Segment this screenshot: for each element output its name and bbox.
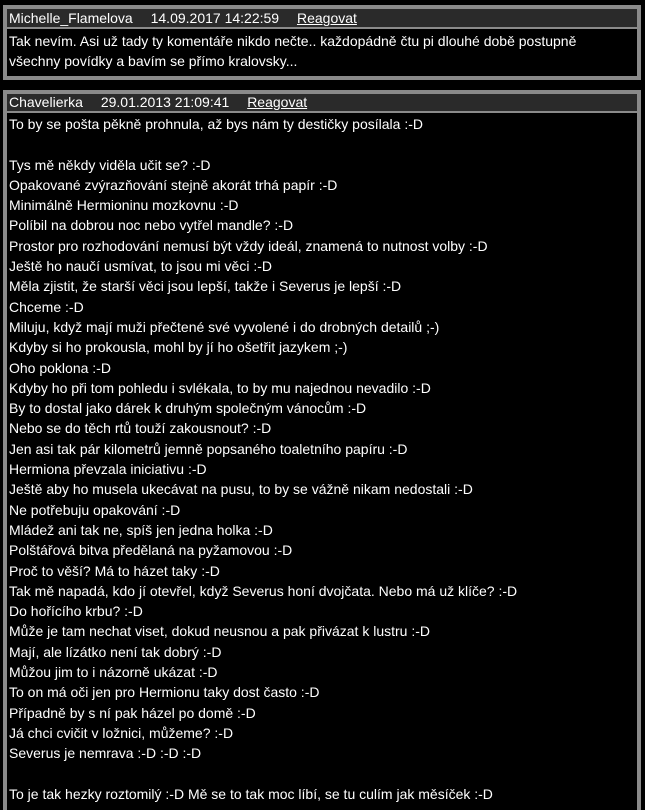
comment <box>3 90 641 810</box>
comment-line: Jen asi tak pár kilometrů jemně popsaného toaletního papíru :-D <box>9 440 408 457</box>
comment-line: Severus je nemrava :-D :-D :-D <box>9 745 202 762</box>
comment-line: Chceme :-D <box>9 298 84 315</box>
comment-line: Prostor pro rozhodování nemusí být vždy ideál, znamená to nutnost volby :-D <box>9 237 488 254</box>
comment-line: Proč to věší? Má to házet taky :-D <box>9 562 220 579</box>
comment-line <box>9 134 637 154</box>
comment-line: Ne potřebuju opakování :-D <box>9 501 181 518</box>
comment-line: Ještě aby ho musela ukecávat na pusu, to by se vážně nikam nedostali :-D <box>9 481 473 498</box>
comment-line: Minimálně Hermioninu mozkovnu :-D <box>9 197 239 214</box>
comment-line: Můžou jim to i názorně ukázat :-D <box>9 664 218 681</box>
comment-line: Já chci cvičit v ložnici, můžeme? :-D <box>9 724 234 741</box>
comment-author: Chavelierka <box>9 94 83 110</box>
comment-body <box>7 29 637 76</box>
comment-date: 29.01.2013 21:09:41 <box>100 94 230 110</box>
comment-line: Oho poklona :-D <box>9 359 111 376</box>
reply-link[interactable]: Reagovat <box>296 10 357 26</box>
comment-line: By to dostal jako dárek k druhým společným vánocům :-D <box>9 400 367 417</box>
comment-line: Polštářová bitva předělaná na pyžamovou :-D <box>9 542 293 559</box>
comment-line: Mládež ani tak ne, spíš jen jedna holka :-D <box>9 521 273 538</box>
comment <box>3 5 641 80</box>
comment-line: Hermiona převzala iniciativu :-D <box>9 461 207 478</box>
comment-body <box>7 113 637 804</box>
comment-line: všechny povídky a bavím se přímo kralovsky... <box>9 53 298 70</box>
comment-line: Tak mě napadá, kdo jí otevřel, když Severus honí dvojčata. Nebo má už klíče? :-D <box>9 582 518 599</box>
comment-line: To on má oči jen pro Hermionu taky dost často :-D <box>9 684 320 701</box>
comment-line: Do hořícího krbu? :-D <box>9 603 143 620</box>
comment-line <box>9 764 637 784</box>
comment-line: Případně by s ní pak házel po domě :-D <box>9 704 256 721</box>
comment-line: Políbil na dobrou noc nebo vytřel mandle? :-D <box>9 217 294 234</box>
reply-link[interactable]: Reagovat <box>247 94 308 110</box>
comment-date: 14.09.2017 14:22:59 <box>150 10 280 26</box>
comment-line: Kdyby si ho prokousla, mohl by jí ho ošetřit jazykem ;-) <box>9 339 348 356</box>
comment-line: To je tak hezky roztomilý :-D Mě se to tak moc líbí, se tu culím jak měsíček :-D <box>9 785 493 802</box>
comment-line: Opakované zvýrazňování stejně akorát trhá papír :-D <box>9 176 338 193</box>
comment-line: Tys mě někdy viděla učit se? :-D <box>9 156 211 173</box>
comment-line: Může je tam nechat viset, dokud neusnou a pak přivázat k lustru :-D <box>9 623 430 640</box>
comment-line: Nebo se do těch rtů touží zakousnout? :-D <box>9 420 272 437</box>
comment-header <box>7 94 637 113</box>
comment-author: Michelle_Flamelova <box>9 10 133 26</box>
comment-line: Měla zjistit, že starší věci jsou lepší, takže i Severus je lepší :-D <box>9 278 402 295</box>
comment-header <box>7 9 637 29</box>
comment-line: Tak nevím. Asi už tady ty komentáře nikdo nečte.. každopádně čtu pi dlouhé době postupně <box>9 33 577 49</box>
comment-line: To by se pošta pěkně prohnula, až bys nám ty destičky posílala :-D <box>9 116 423 132</box>
comment-line: Miluju, když mají muži přečtené své vyvolené i do drobných detailů ;-) <box>9 318 440 335</box>
comment-line: Mají, ale lízátko není tak dobrý :-D <box>9 643 222 660</box>
comment-line: Kdyby ho při tom pohledu i svlékala, to by mu najednou nevadilo :-D <box>9 379 431 396</box>
comment-line: Ještě ho naučí usmívat, to jsou mi věci :-D <box>9 258 272 275</box>
